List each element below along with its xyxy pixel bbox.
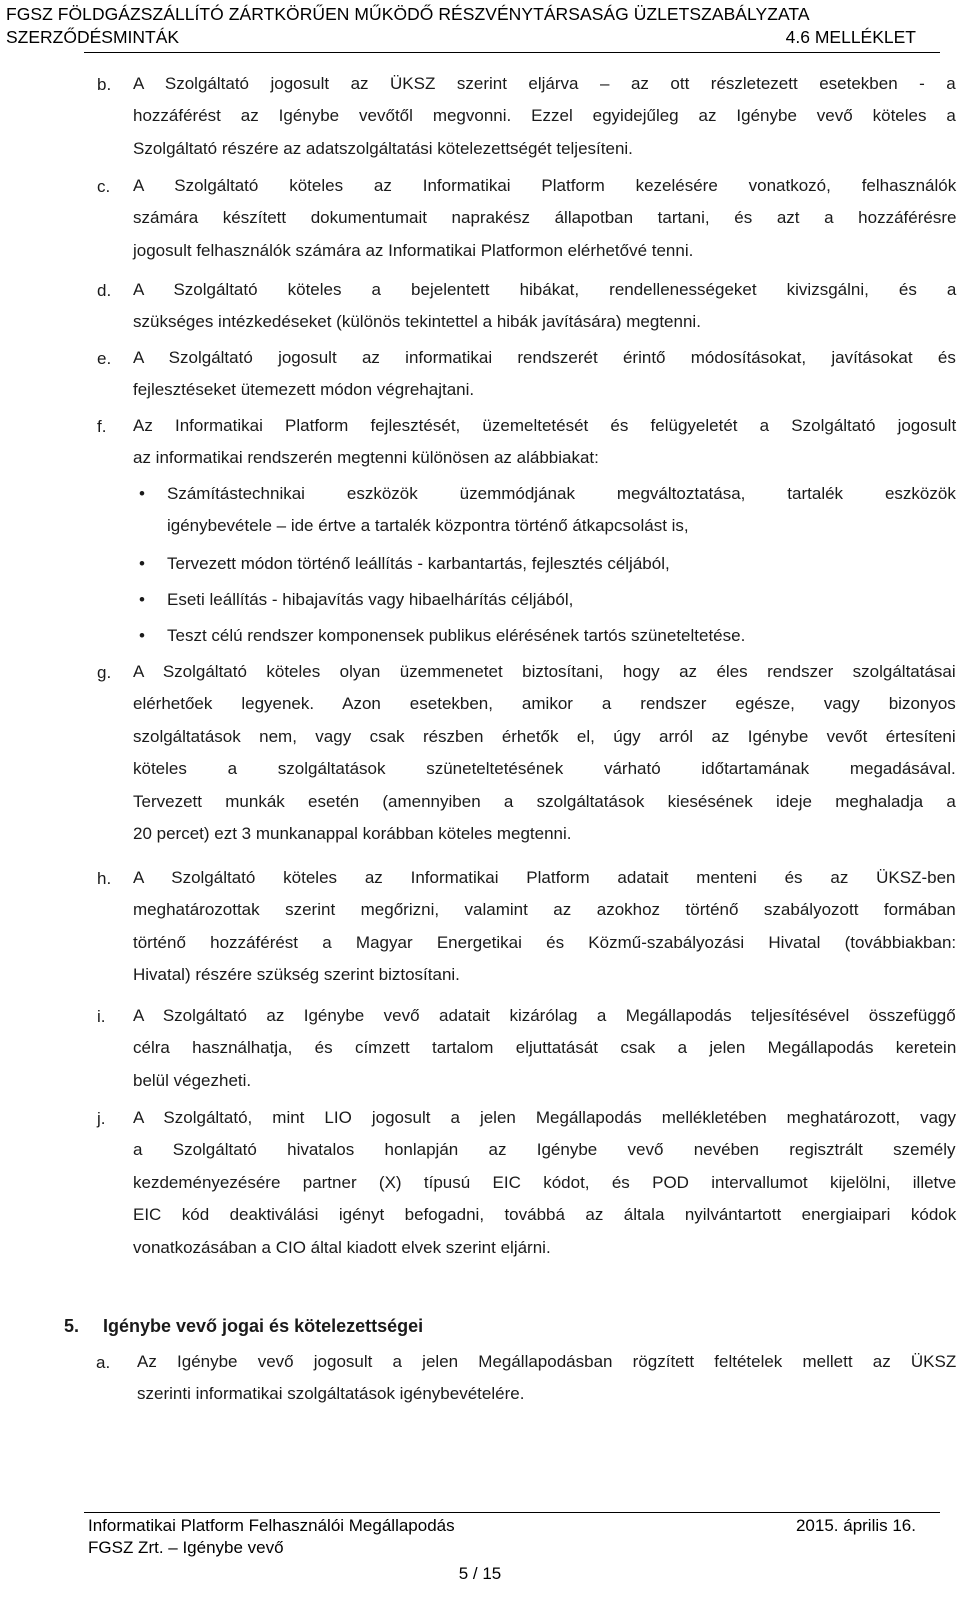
item-letter: c. (97, 177, 111, 196)
text-line: A Szolgáltató köteles a bejelentett hibákat, rendellenességeket kivizsgálni, és a (133, 280, 957, 299)
section-number: 5. (64, 1316, 80, 1336)
text-line: Tervezett munkák esetén (amennyiben a szolgáltatások kiesésének ideje meghaladja a (133, 791, 956, 811)
text-line: a Szolgáltató hivatalos honlapján az Igénybe vevő nevében regisztrált személy (133, 1140, 956, 1160)
item-letter: j. (97, 1109, 106, 1128)
text-line: A Szolgáltató köteles az Informatikai Platform adatait menteni és az ÜKSZ-ben (133, 868, 956, 887)
text-line: Tervezett módon történő leállítás - karbantartás, fejlesztés céljából, (167, 554, 670, 573)
text-line: A Szolgáltató köteles az Informatikai Platform kezelésére vonatkozó, felhasználók (133, 176, 957, 195)
text-line: elérhetőek legyenek. Azon esetekben, amikor a rendszer egésze, vagy bizonyos (133, 694, 956, 714)
text-line: Hivatal) részére szükség szerint biztosítani. (133, 965, 460, 985)
item-letter: b. (97, 75, 112, 94)
item-text (137, 1346, 956, 1411)
text-line: Szolgáltató részére az adatszolgáltatási kötelezettségét teljesíteni. (133, 138, 633, 158)
text-line: A Szolgáltató jogosult az ÜKSZ szerint eljárva – az ott részletezett esetekben - a (133, 74, 956, 93)
bullet-text (167, 548, 956, 580)
text-line: hozzáférést az Igénybe vevőtől megvonni. Ezzel egyidejűleg az Igénybe vevő köteles a (133, 106, 956, 126)
footer-document-title: Informatikai Platform Felhasználói Megállapodás (88, 1516, 455, 1535)
text-line: meghatározottak szerint megőrizni, valamint az azokhoz történő szabályozott formában (133, 900, 956, 920)
text-line: Az Igénybe vevő jogosult a jelen Megállapodásban rögzített feltételek mellett az ÜKSZ (137, 1352, 957, 1371)
item-letter: d. (97, 281, 112, 300)
page-number: 5 / 15 (458, 1564, 502, 1583)
text-line: kezdeményezésére partner (X) típusú EIC kódot, és POD intervallumot kijelölni, illetve (133, 1172, 957, 1192)
bullet-text (167, 620, 956, 652)
text-line: A Szolgáltató az Igénybe vevő adatait kizárólag a Megállapodás teljesítésével összefüggő (133, 1006, 956, 1025)
item-letter: g. (97, 663, 112, 682)
header-subtitle: SZERZŐDÉSMINTÁK (6, 27, 180, 47)
page-header (0, 0, 960, 52)
text-line: szerinti informatikai szolgáltatások igénybevételére. (137, 1384, 525, 1404)
text-line: Számítástechnikai eszközök üzemmódjának megváltoztatása, tartalék eszközök (167, 484, 956, 503)
item-text (133, 1000, 956, 1097)
item-text (133, 656, 956, 850)
item-letter: h. (97, 869, 112, 888)
item-letter: e. (97, 349, 112, 368)
header-annex: 4.6 MELLÉKLET (785, 27, 916, 47)
item-letter: a. (96, 1353, 111, 1372)
section-title: Igénybe vevő jogai és kötelezettségei (103, 1316, 424, 1336)
item-letter: i. (97, 1007, 106, 1026)
bullet-text (167, 584, 956, 616)
item-text (133, 342, 956, 407)
text-line: szükséges intézkedéseket (különös tekintettel a hibák javítására) megtenni. (133, 312, 701, 332)
text-line: A Szolgáltató köteles olyan üzemmenetet biztosítani, hogy az éles rendszer szolgáltatásai (133, 662, 956, 681)
text-line: az informatikai rendszerén megtenni különösen az alábbiakat: (133, 448, 599, 468)
text-line: köteles a szolgáltatások szüneteltetésének várható időtartamának megadásával. (133, 759, 956, 779)
footer-divider (84, 1512, 940, 1513)
bullet-dot: • (139, 554, 145, 573)
item-text (133, 274, 956, 339)
text-line: szolgáltatások nem, vagy csak részben érhetők el, úgy arról az Igénybe vevőt értesíteni (133, 726, 956, 746)
bullet-text (167, 478, 956, 543)
header-title: FGSZ FÖLDGÁZSZÁLLÍTÓ ZÁRTKÖRŰEN MŰKÖDŐ RÉSZVÉNYTÁRSASÁG ÜZLETSZABÁLYZATA (6, 4, 810, 24)
item-text (133, 862, 956, 992)
item-text (133, 68, 956, 165)
bullet-dot: • (139, 626, 145, 645)
footer-date: 2015. április 16. (795, 1516, 916, 1535)
text-line: célra használhatja, és címzett tartalom eljuttatását csak a jelen Megállapodás keretein (133, 1038, 957, 1058)
text-line: Teszt célú rendszer komponensek publikus elérésének tartós szüneteltetése. (167, 626, 746, 645)
text-line: A Szolgáltató jogosult az informatikai rendszerét érintő módosításokat, javításokat és (133, 348, 956, 367)
text-line: Eseti leállítás - hibajavítás vagy hibaelhárítás céljából, (167, 590, 574, 609)
text-line: jogosult felhasználók számára az Informatikai Platformon elérhetővé tenni. (133, 240, 694, 260)
text-line: 20 percet) ezt 3 munkanappal korábban köteles megtenni. (133, 823, 572, 843)
text-line: belül végezheti. (133, 1070, 252, 1090)
item-text (133, 1102, 956, 1264)
text-line: Az Informatikai Platform fejlesztését, üzemeltetését és felügyeletét a Szolgáltató jogosult (133, 416, 957, 435)
item-text (133, 410, 956, 475)
text-line: fejlesztéseket ütemezett módon végrehajtani. (133, 380, 475, 400)
text-line: vonatkozásában a CIO által kiadott elvek szerint eljárni. (133, 1237, 551, 1257)
bullet-dot: • (139, 484, 145, 503)
text-line: igénybevétele – ide értve a tartalék központra történő átkapcsolást is, (167, 516, 689, 536)
text-line: történő hozzáférést a Magyar Energetikai és Közmű-szabályozási Hivatal (továbbiakban: (133, 932, 957, 952)
text-line: EIC kód deaktiválási igényt befogadni, továbbá az általa nyilvántartott energiaipari kódok (133, 1205, 957, 1225)
item-text (133, 170, 956, 267)
header-divider (84, 52, 940, 53)
text-line: A Szolgáltató, mint LIO jogosult a jelen Megállapodás mellékletében meghatározott, vagy (133, 1108, 957, 1127)
item-letter: f. (97, 417, 107, 436)
bullet-dot: • (139, 590, 145, 609)
text-line: számára készített dokumentumait naprakész állapotban tartani, és azt a hozzáférésre (133, 208, 957, 228)
footer-parties: FGSZ Zrt. – Igénybe vevő (88, 1538, 284, 1557)
